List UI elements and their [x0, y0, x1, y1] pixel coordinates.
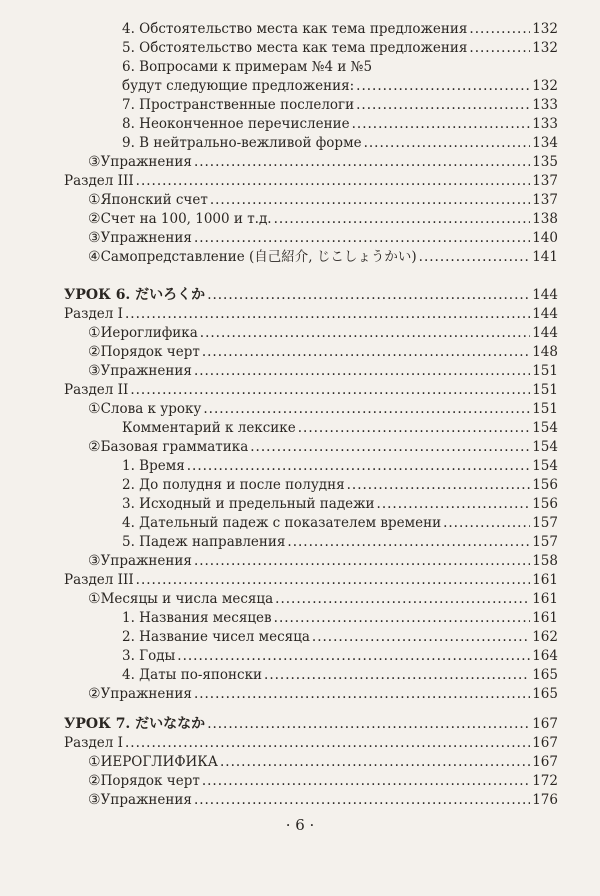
toc-entry [122, 457, 558, 475]
toc-entry-page: 135 [532, 154, 558, 170]
toc-entry [88, 248, 558, 266]
toc-entry-title: Порядок черт [100, 773, 200, 789]
toc-dot-leader [210, 191, 530, 209]
toc-dot-leader [443, 514, 530, 532]
toc-entry-page: 144 [532, 306, 558, 322]
toc-entry-title: Иероглифика [100, 325, 198, 341]
toc-entry-number: ① [88, 591, 101, 607]
toc-entry [122, 419, 558, 437]
toc-entry-number: ③ [88, 363, 101, 379]
toc-entry-title: 1. Время [122, 458, 185, 474]
toc-entry [122, 495, 558, 513]
toc-dot-leader [274, 210, 531, 228]
toc-entry-title: Раздел II [64, 382, 129, 398]
toc-entry-title: 9. В нейтрально-вежливой форме [122, 135, 362, 151]
toc-entry [122, 115, 558, 133]
toc-dot-leader [250, 438, 530, 456]
toc-dot-leader [298, 419, 530, 437]
toc-entry-page: 137 [532, 192, 558, 208]
toc-entry-number: ③ [88, 553, 101, 569]
toc-dot-leader [264, 666, 530, 684]
toc-dot-leader [207, 715, 530, 733]
toc-entry-page: 161 [532, 572, 558, 588]
toc-entry-title: Упражнения [100, 363, 192, 379]
toc-entry-page: 176 [532, 792, 558, 808]
toc-entry-page: 144 [532, 325, 558, 341]
toc-entry-title: Упражнения [100, 792, 192, 808]
toc-dot-leader [469, 39, 530, 57]
toc-dot-leader [274, 609, 531, 627]
toc-entry-title: Раздел I [64, 306, 123, 322]
toc-entry-number: ③ [88, 154, 101, 170]
toc-entry-title: будут следующие предложения: [122, 78, 355, 94]
toc-entry-number: ① [88, 192, 101, 208]
toc-entry [64, 305, 558, 323]
toc-entry-title: Самопредставление (自己紹介, じこしょうかい) [100, 249, 417, 265]
toc-entry [122, 134, 558, 152]
toc-entry-number: ② [88, 773, 101, 789]
toc-entry [64, 734, 558, 752]
toc-entry-title: 2. До полудня и после полудня [122, 477, 345, 493]
toc-entry [88, 438, 558, 456]
toc-entry [122, 514, 558, 532]
toc-entry [122, 533, 558, 551]
toc-entry-page: 165 [532, 667, 558, 683]
toc-entry-title: 3. Годы [122, 648, 176, 664]
toc-entry-page: 151 [532, 382, 558, 398]
toc-entry-page: 132 [532, 40, 558, 56]
toc-entry-title: 1. Названия месяцев [122, 610, 272, 626]
toc-entry-page: 133 [532, 97, 558, 113]
toc-entry-page: 151 [532, 363, 558, 379]
toc-entry [64, 571, 558, 589]
toc-entry-page: 164 [532, 648, 558, 664]
toc-entry-page: 148 [532, 344, 558, 360]
toc-dot-leader [136, 571, 531, 589]
toc-entry-title: Счет на 100, 1000 и т.д. [100, 211, 272, 227]
toc-entry-number: ③ [88, 792, 101, 808]
toc-entry-page: 134 [532, 135, 558, 151]
toc-entry [88, 772, 558, 790]
toc-entry-title: Раздел III [64, 173, 134, 189]
toc-entry [88, 210, 558, 228]
toc-entry-title: Комментарий к лексике [122, 420, 296, 436]
toc-entry-title: Упражнения [100, 230, 192, 246]
toc-dot-leader [125, 734, 530, 752]
toc-entry [88, 685, 558, 703]
toc-entry-title: Упражнения [100, 154, 192, 170]
toc-dot-leader [203, 400, 530, 418]
toc-entry-number: ① [88, 401, 101, 417]
toc-entry-title: 5. Падеж направления [122, 534, 286, 550]
toc-entry-title: 3. Исходный и предельный падежи [122, 496, 375, 512]
toc-dot-leader [187, 457, 530, 475]
toc-entry-number: ① [88, 754, 101, 770]
toc-entry-title: 6. Вопросами к примерам №4 и №5 [122, 59, 373, 75]
toc-entry [88, 153, 558, 171]
toc-entry [88, 229, 558, 247]
toc-entry [88, 362, 558, 380]
toc-entry-title: 4. Даты по-японски [122, 667, 263, 683]
toc-entry-title: Раздел III [64, 572, 134, 588]
toc-dot-leader [194, 229, 530, 247]
toc-entry-page: 151 [532, 401, 558, 417]
toc-entry-page: 172 [532, 773, 558, 789]
toc-entry [88, 590, 558, 608]
toc-dot-leader [130, 381, 530, 399]
toc-dot-leader [194, 362, 530, 380]
toc-entry-title: 7. Пространственные послелоги [122, 97, 355, 113]
toc-dot-leader [469, 20, 530, 38]
toc-entry-page: 167 [532, 754, 558, 770]
toc-dot-leader [287, 533, 530, 551]
toc-dot-leader [194, 552, 530, 570]
toc-entry-title: 2. Название чисел месяца [122, 629, 310, 645]
toc-entry [122, 666, 558, 684]
toc-lesson-heading [64, 286, 558, 304]
toc-dot-leader [220, 753, 530, 771]
toc-dot-leader [200, 324, 530, 342]
toc-entry-page: 157 [532, 515, 558, 531]
toc-dot-leader [352, 115, 531, 133]
toc-entry-title: Порядок черт [100, 344, 200, 360]
toc-entry-title: 4. Дательный падеж с показателем времени [122, 515, 442, 531]
toc-entry [88, 191, 558, 209]
toc-entry-page: 132 [532, 21, 558, 37]
toc-entry [122, 77, 558, 95]
toc-entry-title: Месяцы и числа месяца [100, 591, 274, 607]
toc-entry-page: 158 [532, 553, 558, 569]
toc-entry-page: 167 [532, 735, 558, 751]
toc-dot-leader [136, 172, 531, 190]
toc-entry [88, 552, 558, 570]
toc-entry [122, 39, 558, 57]
toc-dot-leader [419, 248, 531, 266]
toc-entry-page: 141 [532, 249, 558, 265]
toc-entry [122, 20, 558, 38]
toc-entry-page: 154 [532, 420, 558, 436]
toc-entry-number: ③ [88, 230, 101, 246]
toc-dot-leader [347, 476, 531, 494]
toc-entry-title: Раздел I [64, 735, 123, 751]
toc-entry-number: ① [88, 325, 101, 341]
toc-dot-leader [194, 685, 530, 703]
toc-entry [122, 647, 558, 665]
toc-entry [64, 381, 558, 399]
toc-dot-leader [125, 305, 530, 323]
toc-entry-page: 154 [532, 439, 558, 455]
toc-entry-title: УРОК 6. だいろくか [64, 287, 206, 303]
toc-entry [88, 400, 558, 418]
toc-entry-number: ② [88, 344, 101, 360]
toc-entry [88, 753, 558, 771]
toc-entry-page: 165 [532, 686, 558, 702]
toc-entry-page: 132 [532, 78, 558, 94]
toc-entry-title: Упражнения [100, 553, 192, 569]
toc-entry [88, 343, 558, 361]
toc-entry [122, 58, 558, 76]
toc-entry [64, 172, 558, 190]
toc-entry-title: Слова к уроку [100, 401, 202, 417]
toc-entry-title: 8. Неоконченное перечисление [122, 116, 350, 132]
toc-entry-number: ④ [88, 249, 101, 265]
toc-entry-title: УРОК 7. だいななか [64, 716, 206, 732]
toc-entry-page: 162 [532, 629, 558, 645]
toc-dot-leader [194, 791, 530, 809]
toc-lesson-heading [64, 715, 558, 733]
toc-dot-leader [202, 772, 530, 790]
toc-entry-page: 161 [532, 591, 558, 607]
toc-entry [122, 628, 558, 646]
toc-entry-title: Базовая грамматика [100, 439, 249, 455]
toc-entry-title: Японский счет [100, 192, 208, 208]
toc-dot-leader [177, 647, 530, 665]
page-number: · 6 · [285, 816, 315, 834]
toc-entry-title: ИЕРОГЛИФИКА [100, 754, 218, 770]
toc-entry-number: ② [88, 686, 101, 702]
toc-dot-leader [364, 134, 531, 152]
toc-dot-leader [377, 495, 531, 513]
toc-entry-number: ② [88, 211, 101, 227]
toc-entry [122, 609, 558, 627]
toc-entry-page: 157 [532, 534, 558, 550]
toc-dot-leader [356, 77, 530, 95]
toc-dot-leader [207, 286, 530, 304]
toc-entry-page: 156 [532, 496, 558, 512]
toc-entry-page: 133 [532, 116, 558, 132]
toc-entry [88, 324, 558, 342]
toc-dot-leader [194, 153, 530, 171]
toc-dot-leader [275, 590, 530, 608]
toc-dot-leader [356, 96, 530, 114]
toc-entry-title: Упражнения [100, 686, 192, 702]
toc-entry-page: 154 [532, 458, 558, 474]
toc-entry-page: 161 [532, 610, 558, 626]
toc-entry-page: 144 [532, 287, 558, 303]
toc-entry-number: ② [88, 439, 101, 455]
toc-dot-leader [312, 628, 530, 646]
toc-entry [122, 96, 558, 114]
toc-entry [88, 791, 558, 809]
toc-entry [122, 476, 558, 494]
toc-dot-leader [202, 343, 530, 361]
toc-entry-title: 4. Обстоятельство места как тема предложения [122, 21, 468, 37]
toc-entry-title: 5. Обстоятельство места как тема предложения [122, 40, 468, 56]
toc-entry-page: 156 [532, 477, 558, 493]
toc-entry-page: 140 [532, 230, 558, 246]
toc-entry-page: 138 [532, 211, 558, 227]
toc-entry-page: 167 [532, 716, 558, 732]
toc-entry-page: 137 [532, 173, 558, 189]
